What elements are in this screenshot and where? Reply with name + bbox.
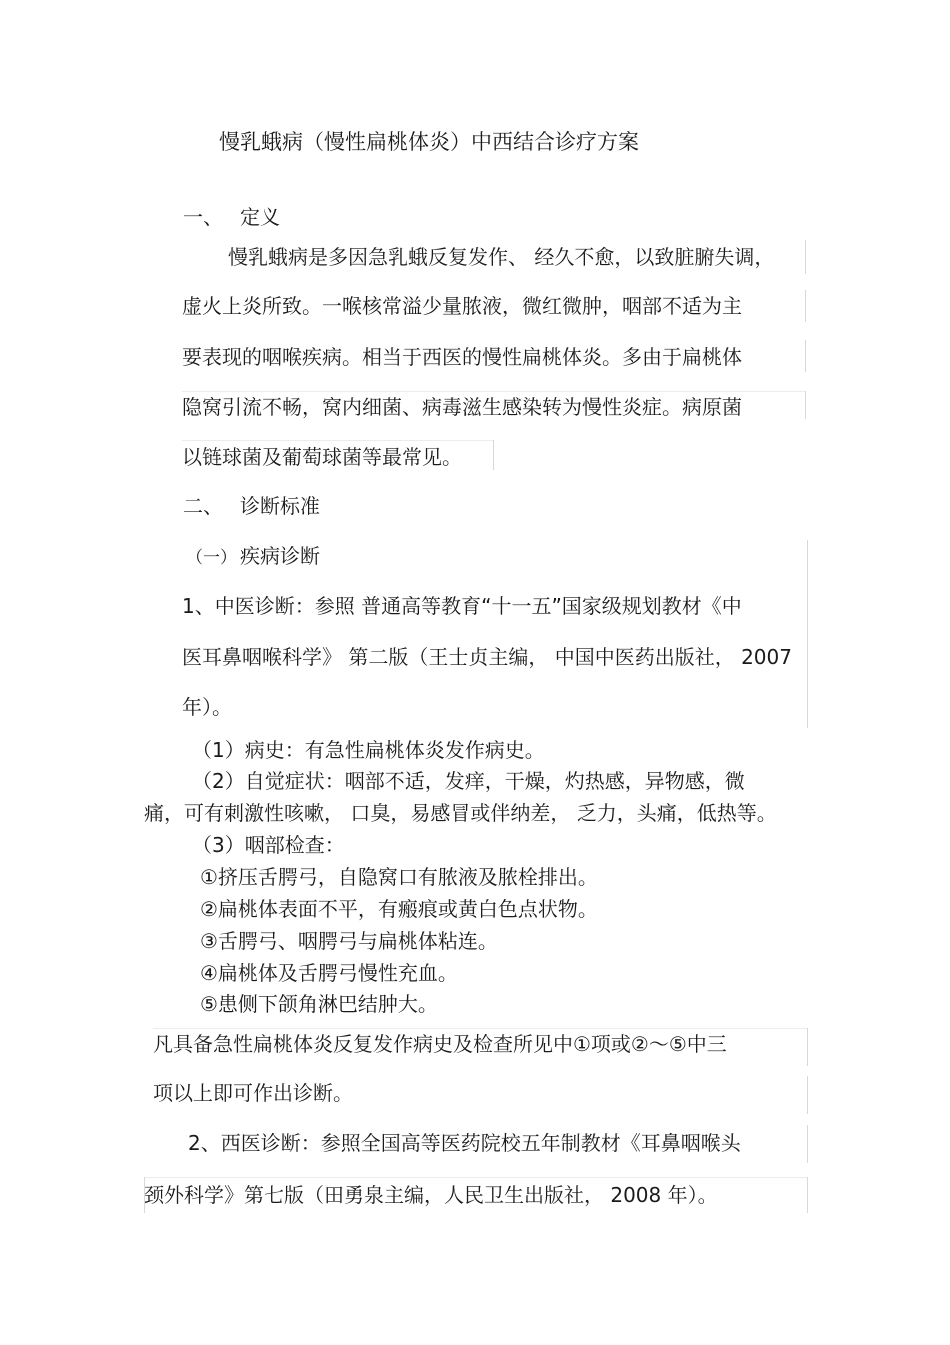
exam-finding: ④扁桃体及舌腭弓慢性充血。 <box>200 961 458 985</box>
scan-border-line <box>807 540 808 728</box>
criteria-line: 项以上即可作出诊断。 <box>153 1081 353 1105</box>
symptom-item-continued: 痛，可有刺激性咳嗽， 口臭，易感冒或伴纳差， 乏力，头痛，低热等。 <box>144 801 777 825</box>
section-heading: 定义 <box>240 205 280 229</box>
scan-border-line <box>144 1177 145 1213</box>
definition-line: 虚火上炎所致。一喉核常溢少量脓液，微红微肿，咽部不适为主 <box>182 294 742 318</box>
document-title: 慢乳蛾病（慢性扁桃体炎）中西结合诊疗方案 <box>219 130 639 154</box>
scan-border-line <box>807 1028 808 1066</box>
exam-finding: ③舌腭弓、咽腭弓与扁桃体粘连。 <box>200 929 498 953</box>
wm-diagnosis-line: 2、西医诊断：参照全国高等医药院校五年制教材《耳鼻咽喉头 <box>188 1131 741 1155</box>
subsection-number: （一） <box>186 548 237 568</box>
scan-border-line <box>493 440 494 470</box>
scan-border-line <box>805 340 806 372</box>
exam-finding: ⑤患侧下颌角淋巴结肿大。 <box>200 992 438 1016</box>
symptom-item: （2）自觉症状：咽部不适，发痒，干燥，灼热感，异物感，微 <box>192 769 745 793</box>
subsection-heading: 疾病诊断 <box>240 544 320 568</box>
scan-border-line <box>153 1028 807 1029</box>
scan-border-line <box>182 440 494 441</box>
scan-border-line <box>805 391 806 419</box>
tcm-diagnosis-line: 医耳鼻咽喉科学》 第二版（王士贞主编， 中国中医药出版社， 2007 <box>182 645 792 669</box>
definition-line: 隐窝引流不畅，窝内细菌、病毒滋生感染转为慢性炎症。病原菌 <box>182 395 742 419</box>
scan-border-line <box>805 290 806 322</box>
tcm-diagnosis-line: 年）。 <box>182 695 232 719</box>
history-item: （1）病史：有急性扁桃体炎发作病史。 <box>192 738 545 762</box>
tcm-diagnosis-line: 1、中医诊断：参照 普通高等教育“十一五”国家级规划教材《中 <box>182 594 742 618</box>
scan-border-line <box>807 1177 808 1213</box>
section-heading: 诊断标准 <box>240 494 320 518</box>
scan-border-line <box>144 1177 807 1178</box>
section-number: 一、 <box>183 205 223 229</box>
exam-finding: ②扁桃体表面不平，有瘢痕或黄白色点状物。 <box>200 897 598 921</box>
scan-border-line <box>182 391 805 392</box>
scan-border-line <box>807 1125 808 1163</box>
definition-line: 要表现的咽喉疾病。相当于西医的慢性扁桃体炎。多由于扁桃体 <box>182 345 742 369</box>
definition-line: 慢乳蛾病是多因急乳蛾反复发作、 经久不愈，以致脏腑失调， <box>228 245 775 269</box>
wm-diagnosis-line: 颈外科学》第七版（田勇泉主编，人民卫生出版社， 2008 年）。 <box>144 1183 718 1207</box>
exam-item: （3）咽部检查： <box>192 833 345 857</box>
exam-finding: ①挤压舌腭弓，自隐窝口有脓液及脓栓排出。 <box>200 865 598 889</box>
scan-border-line <box>807 1076 808 1114</box>
scan-border-line <box>805 240 806 274</box>
definition-line: 以链球菌及葡萄球菌等最常见。 <box>182 445 462 469</box>
section-number: 二、 <box>183 494 223 518</box>
criteria-line: 凡具备急性扁桃体炎反复发作病史及检查所见中①项或②～⑤中三 <box>153 1032 727 1056</box>
